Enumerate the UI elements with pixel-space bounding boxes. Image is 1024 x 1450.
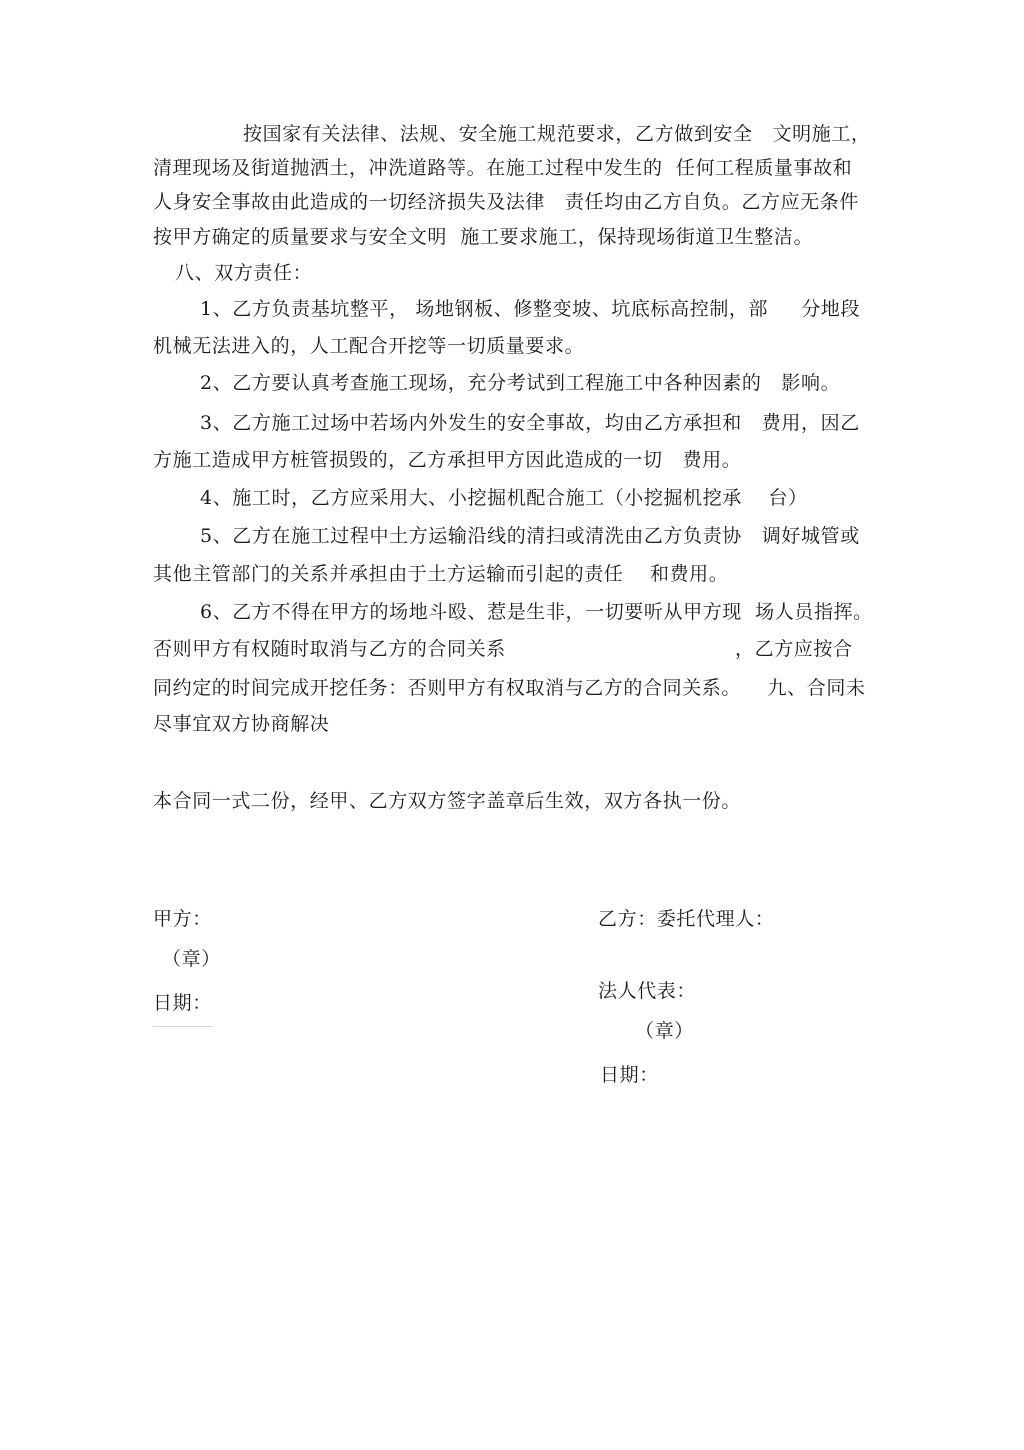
clause-6-line-2: 否则甲方有权随时取消与乙方的合同关系 <box>153 638 506 660</box>
body-line-4: 按甲方确定的质量要求与安全文明 施工要求施工，保持现场街道卫生整洁。 <box>153 226 814 248</box>
body-line-3: 人身安全事故由此造成的一切经济损失及法律 责任均由乙方自负。乙方应无条件 <box>153 191 859 213</box>
clause-4: 4、施工时，乙方应采用大、小挖掘机配合施工（小挖掘机挖承 台） <box>200 487 808 509</box>
party-b-legal-rep: 法人代表： <box>598 980 697 1002</box>
clause-2: 2、乙方要认真考查施工现场，充分考试到工程施工中各种因素的 影响。 <box>200 372 841 394</box>
clause-1-line-2: 机械无法进入的，人工配合开挖等一切质量要求。 <box>153 335 585 357</box>
clause-3-line-1: 3、乙方施工过场中若场内外发生的安全事故，均由乙方承担和 费用，因乙 <box>200 412 860 434</box>
clause-6-line-1: 6、乙方不得在甲方的场地斗殴、惹是生非，一切要听从甲方现 场人员指挥。 <box>200 601 873 623</box>
party-b-label: 乙方：委托代理人： <box>598 908 775 930</box>
clause-3-line-2: 方施工造成甲方桩管损毁的，乙方承担甲方因此造成的一切 费用。 <box>153 449 742 471</box>
clause-6-line-2-end: ，乙方应按合 <box>735 638 853 660</box>
party-a-seal: （章） <box>162 948 221 970</box>
clause-6-line-3: 同约定的时间完成开挖任务：否则甲方有权取消与乙方的合同关系。 九、合同未 <box>153 677 866 699</box>
clause-1-line-1: 1、乙方负责基坑整平， 场地钢板、修整变坡、坑底标高控制，部 分地段 <box>200 298 861 320</box>
body-line-1: 按国家有关法律、法规、安全施工规范要求，乙方做到安全 文明施工， <box>243 123 871 145</box>
clause-6-line-4: 尽事宜双方协商解决 <box>153 713 330 735</box>
party-b-seal: （章） <box>635 1020 694 1042</box>
clause-5-line-2: 其他主管部门的关系并承担由于土方运输而引起的责任 和费用。 <box>153 563 729 585</box>
closing-statement: 本合同一式二份，经甲、乙方双方签字盖章后生效，双方各执一份。 <box>153 790 742 812</box>
party-a-date: 日期： <box>153 992 212 1014</box>
party-a-divider <box>153 1026 213 1027</box>
party-a-label: 甲方： <box>153 908 212 930</box>
body-line-2: 清理现场及街道抛洒土，冲洗道路等。在施工过程中发生的 任何工程质量事故和 <box>153 157 853 179</box>
section-heading-8: 八、双方责任： <box>175 262 313 284</box>
clause-5-line-1: 5、乙方在施工过程中土方运输沿线的清扫或清洗由乙方负责协 调好城管或 <box>200 525 860 547</box>
party-b-date: 日期： <box>600 1064 659 1086</box>
